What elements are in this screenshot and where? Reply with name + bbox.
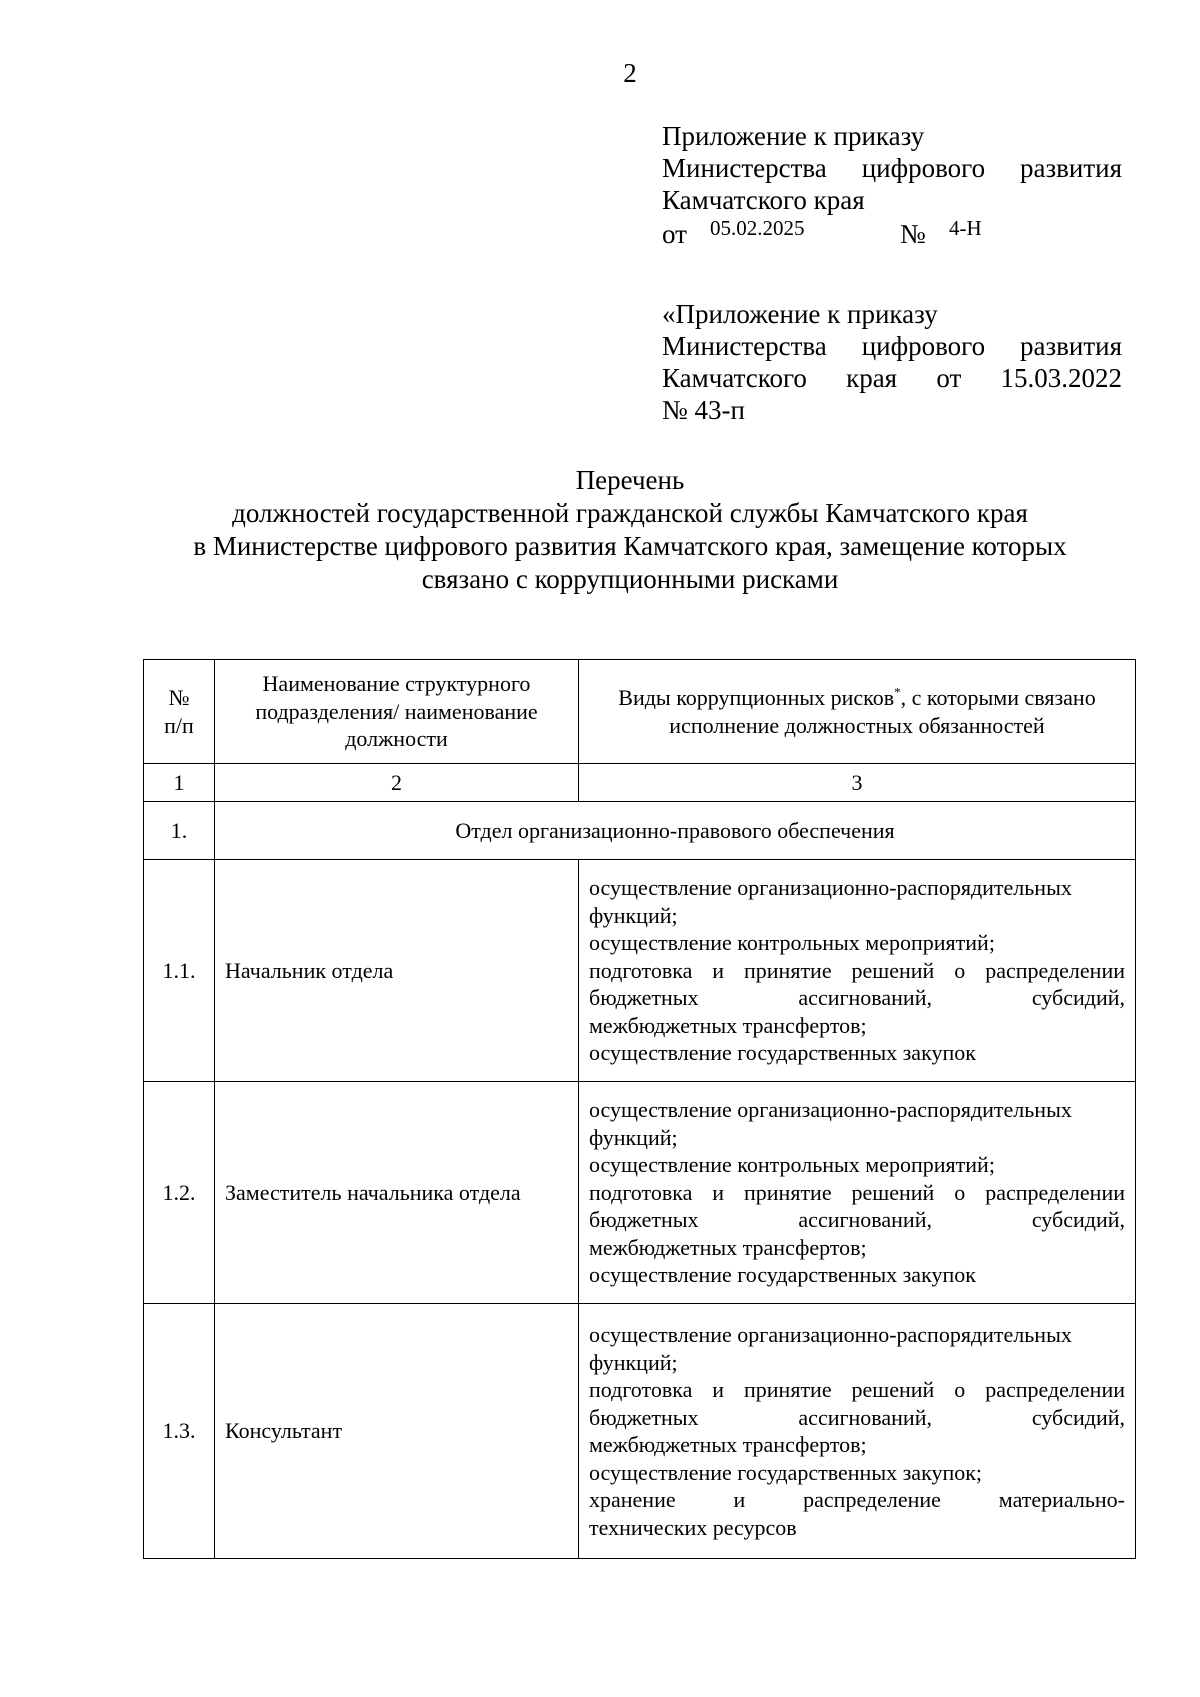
column-number-row	[144, 764, 1136, 802]
header-risks-footnote-mark: *	[894, 684, 901, 700]
title-line3: в Министерстве цифрового развития Камчатского края, замещение которых	[193, 531, 1067, 561]
page-number: 2	[623, 58, 637, 88]
annex-original-line3: Камчатского края от 15.03.2022	[662, 363, 1122, 393]
risk-line: осуществление организационно-распорядительных	[589, 875, 1072, 901]
annex-current-number: 4-Н	[949, 216, 982, 240]
risk-line: осуществление государственных закупок	[589, 1040, 976, 1066]
risk-line: осуществление контрольных мероприятий;	[589, 930, 995, 956]
risk-line: межбюджетных трансфертов;	[589, 1234, 867, 1260]
annex-current-from-label: от	[662, 219, 687, 249]
annex-original-line2: Министерства цифрового развития	[662, 331, 1122, 361]
annex-current-line3: Камчатского края	[662, 185, 865, 215]
document-title	[120, 464, 1140, 596]
row-position: Заместитель начальника отдела	[215, 1082, 579, 1304]
risk-line: межбюджетных трансфертов;	[589, 1432, 867, 1457]
risk-line: подготовка и принятие решений о распределении	[589, 1179, 1125, 1205]
header-number-sign: №	[168, 685, 190, 710]
risk-line: подготовка и принятие решений о распределении	[589, 957, 1125, 983]
header-risks	[579, 660, 1136, 764]
table-header-row	[144, 660, 1136, 764]
risk-line: бюджетных ассигнований, субсидий,	[589, 1207, 1125, 1233]
row-number: 1.3.	[144, 1304, 215, 1559]
table-row	[144, 860, 1136, 1082]
risk-line: функций;	[589, 1124, 678, 1150]
title-line1: Перечень	[575, 465, 685, 495]
title-line4: связано с коррупционными рисками	[421, 564, 839, 594]
row-risks	[579, 1304, 1136, 1559]
risk-line: межбюджетных трансфертов;	[589, 1012, 867, 1038]
annex-current-number-sign: №	[900, 219, 926, 249]
annex-current-date: 05.02.2025	[710, 216, 805, 240]
risk-line: осуществление государственных закупок	[589, 1262, 976, 1288]
risk-line: подготовка и принятие решений о распределении	[589, 1377, 1125, 1402]
column-number: 2	[215, 764, 579, 802]
risk-line: осуществление организационно-распорядительных	[589, 1322, 1072, 1347]
header-risks-text-before: Виды коррупционных рисков	[618, 685, 895, 710]
table-row	[144, 1304, 1136, 1559]
risk-line: осуществление организационно-распорядительных	[589, 1097, 1072, 1123]
department-number: 1.	[144, 802, 215, 860]
risk-line: функций;	[589, 902, 678, 928]
column-number: 3	[579, 764, 1136, 802]
department-name: Отдел организационно-правового обеспечения	[215, 802, 1136, 860]
annex-current-reference	[662, 216, 1122, 250]
row-risks	[579, 1082, 1136, 1304]
title-line2: должностей государственной гражданской службы Камчатского края	[232, 498, 1028, 528]
risk-line: бюджетных ассигнований, субсидий,	[589, 1404, 1125, 1430]
risks-table	[143, 659, 1136, 1559]
department-row	[144, 802, 1136, 860]
annex-current-order	[662, 120, 1122, 250]
risk-line: осуществление государственных закупок;	[589, 1459, 983, 1485]
annex-current-line2: Министерства цифрового развития	[662, 153, 1122, 183]
row-position: Начальник отдела	[215, 860, 579, 1082]
header-number	[144, 660, 215, 764]
risk-line: технических ресурсов	[589, 1514, 797, 1540]
annex-original-order	[662, 298, 1122, 426]
risk-line: функций;	[589, 1349, 678, 1375]
risk-line: хранение и распределение материально-	[589, 1487, 1125, 1512]
row-number: 1.2.	[144, 1082, 215, 1304]
annex-current-line1: Приложение к приказу	[662, 121, 925, 151]
row-position: Консультант	[215, 1304, 579, 1559]
header-position: Наименование структурного подразделения/ наименование должности	[215, 660, 579, 764]
risk-line: бюджетных ассигнований, субсидий,	[589, 985, 1125, 1011]
annex-original-line4: № 43-п	[662, 395, 745, 425]
table-row	[144, 1082, 1136, 1304]
row-number: 1.1.	[144, 860, 215, 1082]
risk-line: осуществление контрольных мероприятий;	[589, 1152, 995, 1178]
header-risks-text-after: , с которыми связано исполнение должностных обязанностей	[669, 685, 1096, 738]
row-risks	[579, 860, 1136, 1082]
header-number-abbr: п/п	[164, 712, 194, 738]
column-number: 1	[144, 764, 215, 802]
annex-original-line1: «Приложение к приказу	[662, 299, 938, 329]
